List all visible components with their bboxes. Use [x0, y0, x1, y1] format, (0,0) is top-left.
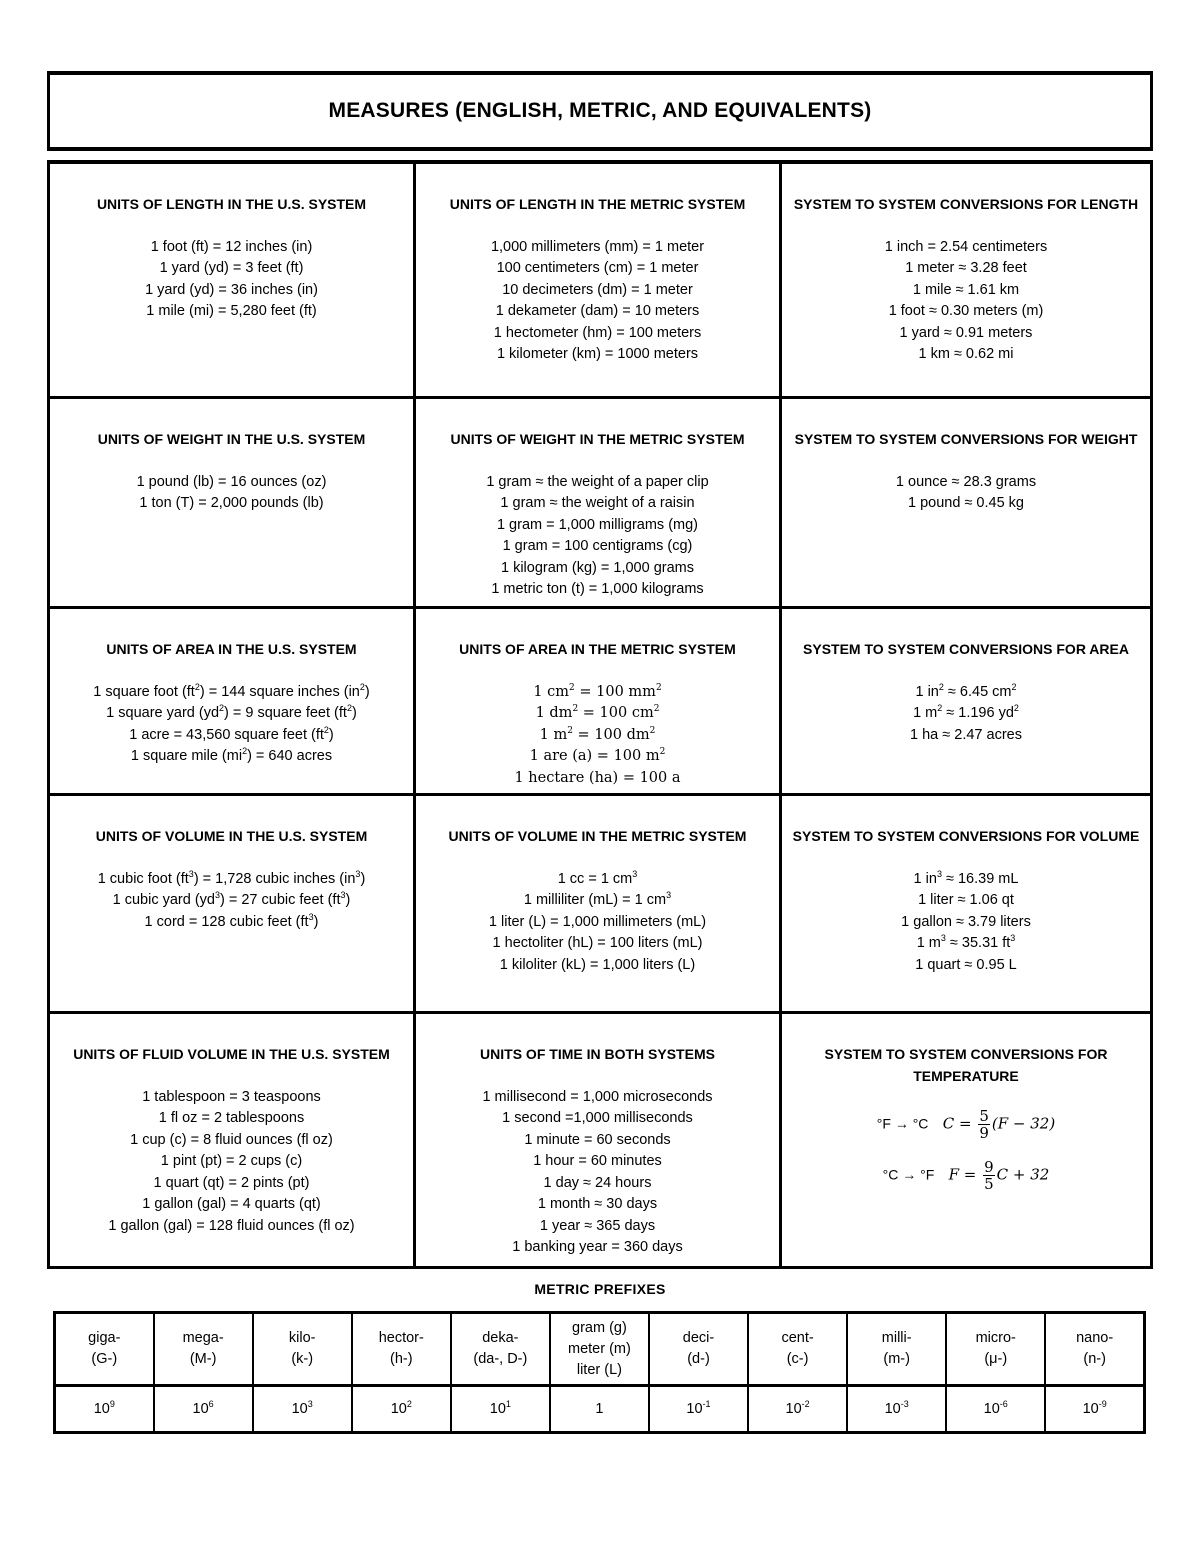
- text-part: ≈ 6.45 cm: [943, 683, 1012, 700]
- cell-line: 1 year ≈ 365 days: [539, 1217, 656, 1234]
- formula-rhs: C + 32: [996, 1165, 1050, 1184]
- prefix-value: [1045, 1386, 1144, 1433]
- power-exponent: 9: [109, 1398, 115, 1409]
- denominator: 9: [979, 1124, 989, 1142]
- text-part: 1 m: [539, 726, 568, 743]
- power-base: 1: [595, 1400, 604, 1417]
- text-part: 1 cubic foot (ft: [97, 870, 189, 887]
- text-part: ) = 640 acres: [247, 748, 333, 764]
- prefix-value: [451, 1386, 550, 1433]
- power-exponent: -6: [999, 1398, 1008, 1409]
- cell-line: 1 liter (L) = 1,000 millimeters (mL): [488, 913, 707, 930]
- cell-line: 1 day ≈ 24 hours: [543, 1174, 652, 1191]
- cell-line: 1 yard ≈ 0.91 meters: [899, 324, 1033, 341]
- cell-line: 1 kiloliter (kL) = 1,000 liters (L): [499, 956, 696, 973]
- text-part: = 100 cm: [578, 705, 654, 721]
- cell-heading: UNITS OF LENGTH IN THE U.S. SYSTEM: [96, 196, 367, 212]
- cell-line: 10 decimeters (dm) = 1 meter: [502, 281, 693, 298]
- prefix-abbr: (d-): [687, 1351, 710, 1367]
- cell-line: 1 gallon (gal) = 4 quarts (qt): [142, 1196, 321, 1212]
- prefix-cell: [649, 1313, 748, 1386]
- cell-line: 1 banking year = 360 days: [512, 1239, 683, 1255]
- cell-line: 1 gram ≈ the weight of a paper clip: [486, 473, 709, 490]
- text-part: ≈ 16.39 mL: [941, 870, 1019, 887]
- cell-line: 1 quart (qt) = 2 pints (pt): [153, 1174, 310, 1191]
- power-exponent: 6: [208, 1398, 214, 1409]
- metric-prefixes-table: [53, 1311, 1146, 1434]
- prefix-abbr: (n-): [1083, 1351, 1106, 1367]
- cell-line: 1 hour = 60 minutes: [533, 1153, 662, 1169]
- exponent: 2: [359, 681, 365, 692]
- cell-heading: UNITS OF FLUID VOLUME IN THE U.S. SYSTEM: [73, 1046, 390, 1062]
- cell-line: [426, 703, 769, 725]
- cell-line: 1 cup (c) = 8 fluid ounces (fl oz): [130, 1131, 333, 1148]
- exponent: 3: [936, 868, 942, 879]
- cell-line: 1 ounce ≈ 28.3 grams: [895, 473, 1037, 490]
- text-part: 1 m: [913, 705, 938, 721]
- text-part: = 100 dm: [572, 726, 650, 743]
- prefix-abbr: (μ-): [984, 1351, 1008, 1367]
- power-base: 10: [983, 1400, 1000, 1417]
- text-part: ) = 27 cubic feet (ft: [220, 892, 341, 908]
- formula-rhs: (F − 32): [991, 1114, 1056, 1133]
- cell-line: 1 gram = 100 centigrams (cg): [502, 538, 693, 554]
- cell-line: 1 yard (yd) = 3 feet (ft): [159, 260, 304, 276]
- cell-volume-conversions: [782, 796, 1150, 1014]
- exponent: 2: [194, 681, 200, 692]
- text-part: 1 m: [916, 935, 941, 951]
- numerator: 5: [979, 1107, 989, 1125]
- text-part: = 100 mm: [574, 683, 656, 700]
- text-part: 1 cord = 128 cubic feet (ft: [144, 913, 309, 930]
- prefix-abbr: liter (L): [576, 1361, 622, 1378]
- prefix-value: [154, 1386, 253, 1433]
- cell-heading: SYSTEM TO SYSTEM CONVERSIONS FOR AREA: [803, 641, 1129, 657]
- exponent: 3: [940, 933, 946, 944]
- cell-line: [792, 703, 1140, 725]
- cell-line: [60, 890, 403, 912]
- prefix-cell: [154, 1313, 253, 1386]
- exponent: 3: [340, 890, 346, 901]
- cell-line: [60, 869, 403, 891]
- cell-heading: UNITS OF VOLUME IN THE METRIC SYSTEM: [448, 828, 747, 844]
- exponent: 2: [242, 746, 248, 757]
- formula-lhs: C =: [942, 1114, 972, 1133]
- prefix-cell: [946, 1313, 1045, 1386]
- text-part: 1 in: [913, 870, 937, 887]
- exponent: 2: [1013, 703, 1019, 714]
- prefix-abbr: (G-): [91, 1351, 118, 1367]
- formula-f-to-c: [792, 1108, 1140, 1141]
- cell-line: 1 gram ≈ the weight of a raisin: [500, 495, 695, 511]
- cell-heading: SYSTEM TO SYSTEM CONVERSIONS FOR TEMPERATURE: [824, 1046, 1108, 1084]
- prefix-name: gram (g): [572, 1319, 627, 1336]
- power-exponent: -3: [900, 1398, 909, 1409]
- cell-line: 1 hectometer (hm) = 100 meters: [493, 324, 702, 341]
- text-part: 1 cubic yard (yd: [112, 892, 215, 908]
- cell-line: 1 minute = 60 seconds: [524, 1131, 671, 1148]
- cell-line: 1 tablespoon = 3 teaspoons: [142, 1088, 321, 1105]
- cell-line: [426, 725, 769, 747]
- text-part: ): [360, 870, 366, 887]
- power-base: 10: [884, 1400, 901, 1417]
- text-part: 1 cc = 1 cm: [557, 870, 633, 887]
- prefix-abbr: (k-): [291, 1351, 314, 1367]
- cell-line: 1 foot (ft) = 12 inches (in): [150, 238, 313, 255]
- text-part: ): [328, 726, 334, 743]
- cell-line: 1 ton (T) = 2,000 pounds (lb): [139, 495, 324, 511]
- prefix-cell: [748, 1313, 847, 1386]
- text-part: 1 acre = 43,560 square feet (ft: [129, 726, 324, 743]
- cell-line: 1 meter ≈ 3.28 feet: [905, 260, 1027, 276]
- fraction: [978, 1108, 990, 1141]
- prefix-name: cent-: [781, 1330, 814, 1346]
- prefix-name: giga-: [88, 1330, 121, 1346]
- exponent: 3: [666, 890, 672, 901]
- formula-c-to-f: [792, 1159, 1140, 1192]
- cell-fluid-volume-us: [50, 1014, 416, 1266]
- cell-line: 1 second =1,000 milliseconds: [502, 1110, 693, 1126]
- prefix-cell: [253, 1313, 352, 1386]
- cell-line: [60, 912, 403, 934]
- text-part: ≈ 1.196 yd: [942, 705, 1014, 721]
- cell-time: [416, 1014, 782, 1266]
- cell-line: [60, 703, 403, 725]
- prefix-abbr: (h-): [389, 1351, 413, 1367]
- exponent: 2: [649, 725, 656, 736]
- exponent: 2: [572, 704, 579, 715]
- prefix-value: [748, 1386, 847, 1433]
- text-part: ): [345, 892, 351, 908]
- exponent: 3: [632, 868, 638, 879]
- prefix-value-row: [55, 1386, 1145, 1433]
- text-part: ) = 9 square feet (ft: [224, 705, 347, 721]
- cell-heading: UNITS OF WEIGHT IN THE U.S. SYSTEM: [97, 431, 366, 447]
- text-part: 1 square mile (mi: [130, 748, 243, 764]
- cell-length-conversions: [782, 164, 1150, 399]
- power-base: 10: [291, 1400, 308, 1417]
- prefix-name: mega-: [182, 1330, 224, 1346]
- exponent: 3: [214, 890, 220, 901]
- cell-weight-us: [50, 399, 416, 609]
- text-part: 1 are (a) = 100 m: [529, 748, 660, 764]
- exponent: 2: [937, 703, 943, 714]
- cell-line: 1 hectare (ha) = 100 a: [514, 769, 681, 786]
- prefix-name: deci-: [682, 1330, 715, 1346]
- cell-temperature-conversions: [782, 1014, 1150, 1266]
- cell-line: [60, 682, 403, 704]
- text-part: 1 cm: [533, 683, 570, 700]
- prefix-value: [55, 1386, 154, 1433]
- power-exponent: -9: [1098, 1398, 1107, 1409]
- cell-line: 1 ha ≈ 2.47 acres: [910, 726, 1022, 743]
- prefix-cell: [451, 1313, 550, 1386]
- exponent: 3: [308, 911, 314, 922]
- cell-heading: UNITS OF AREA IN THE METRIC SYSTEM: [459, 641, 736, 657]
- prefix-name: nano-: [1076, 1330, 1114, 1346]
- formula-lhs: F =: [948, 1165, 977, 1184]
- cell-line: 1 millisecond = 1,000 microseconds: [482, 1088, 713, 1105]
- power-base: 10: [390, 1400, 407, 1417]
- exponent: 3: [1010, 933, 1016, 944]
- cell-heading: SYSTEM TO SYSTEM CONVERSIONS FOR LENGTH: [793, 196, 1139, 212]
- text-part: ): [364, 683, 370, 700]
- formula-label: °F → °C: [876, 1115, 929, 1132]
- cell-line: 1 gallon (gal) = 128 fluid ounces (fl oz): [108, 1217, 355, 1234]
- text-part: ): [351, 705, 357, 721]
- text-part: 1 square yard (yd: [106, 705, 220, 721]
- prefix-abbr: (M-): [189, 1351, 217, 1367]
- numerator: 9: [984, 1158, 994, 1176]
- power-base: 10: [489, 1400, 506, 1417]
- exponent: 2: [219, 703, 225, 714]
- prefix-cell: [550, 1313, 649, 1386]
- cell-line: 1 gram = 1,000 milligrams (mg): [496, 516, 699, 533]
- cell-line: [60, 725, 403, 747]
- prefix-name: milli-: [881, 1330, 912, 1346]
- cell-length-metric: [416, 164, 782, 399]
- denominator: 5: [984, 1175, 994, 1193]
- cell-line: 1 foot ≈ 0.30 meters (m): [888, 303, 1044, 319]
- exponent: 3: [188, 868, 194, 879]
- prefix-value: [253, 1386, 352, 1433]
- text-part: 1 square foot (ft: [93, 683, 195, 700]
- prefix-cell: [847, 1313, 946, 1386]
- cell-line: [792, 682, 1140, 704]
- exponent: 2: [1011, 681, 1017, 692]
- exponent: 3: [355, 868, 361, 879]
- cell-line: [792, 933, 1140, 955]
- text-part: ) = 1,728 cubic inches (in: [193, 870, 356, 887]
- cell-length-us: [50, 164, 416, 399]
- cell-line: 1 hectoliter (hL) = 100 liters (mL): [492, 935, 703, 951]
- cell-line: 1 kilogram (kg) = 1,000 grams: [500, 559, 694, 576]
- exponent: 2: [567, 725, 573, 736]
- cell-line: 1 inch = 2.54 centimeters: [884, 238, 1048, 255]
- cell-heading: UNITS OF WEIGHT IN THE METRIC SYSTEM: [450, 431, 745, 447]
- prefix-value: [847, 1386, 946, 1433]
- cell-area-conversions: [782, 609, 1150, 796]
- cell-line: [426, 890, 769, 912]
- exponent: 2: [659, 747, 666, 758]
- exponent: 2: [346, 703, 352, 714]
- cell-line: 1 month ≈ 30 days: [537, 1196, 658, 1212]
- cell-line: 1 km ≈ 0.62 mi: [918, 346, 1014, 362]
- cell-area-metric: [416, 609, 782, 796]
- prefix-name-row: [55, 1313, 1145, 1386]
- prefix-name: deka-: [482, 1330, 519, 1346]
- power-base: 10: [192, 1400, 209, 1417]
- cell-line: [426, 746, 769, 768]
- cell-line: 1 pint (pt) = 2 cups (c): [160, 1153, 303, 1169]
- cell-line: 1 mile (mi) = 5,280 feet (ft): [146, 303, 317, 319]
- text-part: 1 dm: [535, 705, 573, 721]
- page-title: MEASURES (ENGLISH, METRIC, AND EQUIVALENTS): [328, 99, 872, 122]
- power-base: 10: [93, 1400, 110, 1417]
- text-part: ≈ 35.31 ft: [945, 935, 1011, 951]
- cell-line: 1 quart ≈ 0.95 L: [915, 956, 1017, 973]
- cell-weight-metric: [416, 399, 782, 609]
- cell-line: 1 pound ≈ 0.45 kg: [908, 495, 1024, 511]
- cell-volume-metric: [416, 796, 782, 1014]
- power-exponent: 2: [406, 1398, 412, 1409]
- cell-line: 1 liter ≈ 1.06 qt: [918, 892, 1014, 908]
- formula-label: °C → °F: [882, 1166, 935, 1183]
- cell-line: 1 dekameter (dam) = 10 meters: [495, 303, 700, 319]
- prefix-cell: [55, 1313, 154, 1386]
- cell-line: 1 metric ton (t) = 1,000 kilograms: [491, 581, 704, 597]
- cell-line: 1 pound (lb) = 16 ounces (oz): [136, 473, 327, 490]
- prefix-cell: [352, 1313, 451, 1386]
- cell-heading: SYSTEM TO SYSTEM CONVERSIONS FOR WEIGHT: [794, 431, 1138, 447]
- power-base: 10: [1082, 1400, 1099, 1417]
- exponent: 2: [569, 682, 575, 693]
- prefix-name: hector-: [378, 1330, 424, 1346]
- cell-heading: UNITS OF LENGTH IN THE METRIC SYSTEM: [449, 196, 746, 212]
- power-base: 10: [785, 1400, 802, 1417]
- prefix-value: [946, 1386, 1045, 1433]
- text-part: 1 in: [915, 683, 939, 700]
- cell-line: [426, 869, 769, 891]
- cell-heading: UNITS OF VOLUME IN THE U.S. SYSTEM: [95, 828, 368, 844]
- power-exponent: 3: [307, 1398, 313, 1409]
- measures-grid: [47, 160, 1153, 1269]
- cell-weight-conversions: [782, 399, 1150, 609]
- text-part: 1 milliliter (mL) = 1 cm: [523, 892, 667, 908]
- cell-heading: UNITS OF AREA IN THE U.S. SYSTEM: [106, 641, 357, 657]
- fraction: [983, 1159, 995, 1192]
- prefix-abbr: (m-): [883, 1351, 910, 1367]
- exponent: 2: [323, 724, 329, 735]
- cell-line: 1 fl oz = 2 tablespoons: [158, 1110, 305, 1126]
- cell-line: [792, 869, 1140, 891]
- prefix-value: [352, 1386, 451, 1433]
- prefix-abbr: (da-, D-): [473, 1351, 528, 1367]
- cell-line: [60, 746, 403, 768]
- metric-prefixes-title: METRIC PREFIXES: [534, 1281, 666, 1297]
- power-base: 10: [686, 1400, 703, 1417]
- cell-heading: SYSTEM TO SYSTEM CONVERSIONS FOR VOLUME: [792, 828, 1140, 844]
- text-part: ): [313, 913, 319, 930]
- power-exponent: 1: [505, 1398, 511, 1409]
- cell-heading: UNITS OF TIME IN BOTH SYSTEMS: [480, 1046, 715, 1062]
- cell-volume-us: [50, 796, 416, 1014]
- cell-area-us: [50, 609, 416, 796]
- text-part: ) = 144 square inches (in: [199, 683, 360, 700]
- prefix-name: micro-: [975, 1330, 1016, 1346]
- cell-line: 1 gallon ≈ 3.79 liters: [901, 913, 1031, 930]
- prefix-value: [550, 1386, 649, 1433]
- power-exponent: -2: [801, 1398, 810, 1409]
- exponent: 2: [938, 681, 944, 692]
- cell-line: 1,000 millimeters (mm) = 1 meter: [490, 238, 705, 255]
- prefix-name: kilo-: [288, 1330, 316, 1346]
- title-box: [47, 71, 1153, 151]
- cell-line: 1 mile ≈ 1.61 km: [912, 281, 1020, 298]
- prefix-abbr: meter (m): [568, 1340, 631, 1357]
- cell-line: 1 yard (yd) = 36 inches (in): [145, 281, 318, 298]
- cell-line: 100 centimeters (cm) = 1 meter: [496, 260, 699, 276]
- prefix-cell: [1045, 1313, 1144, 1386]
- prefix-abbr: (c-): [786, 1351, 809, 1367]
- exponent: 2: [653, 704, 660, 715]
- exponent: 2: [655, 682, 662, 693]
- power-exponent: -1: [702, 1398, 711, 1409]
- cell-line: [426, 682, 769, 704]
- prefix-value: [649, 1386, 748, 1433]
- cell-line: 1 kilometer (km) = 1000 meters: [496, 346, 699, 362]
